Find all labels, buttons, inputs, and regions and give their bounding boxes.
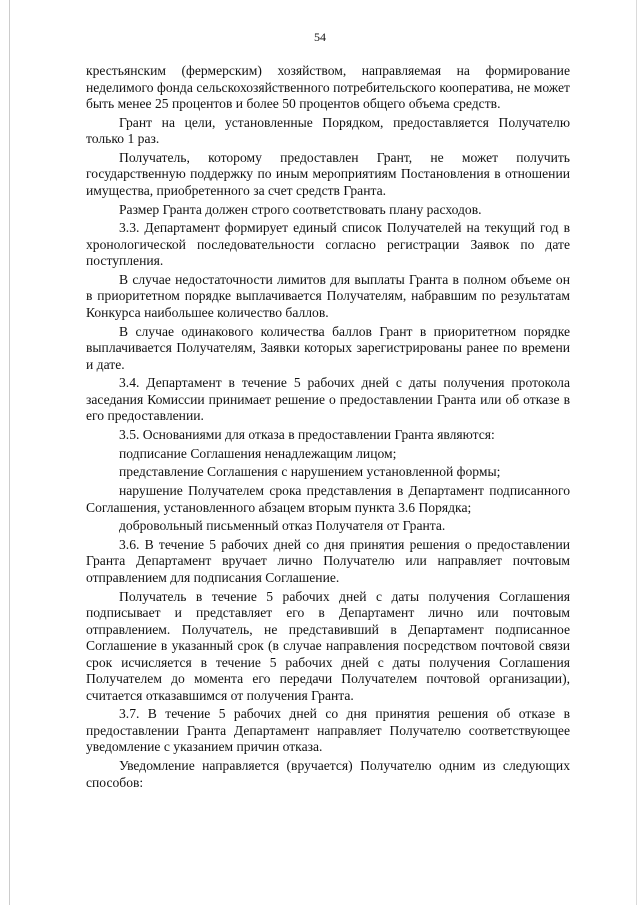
paragraph: добровольный письменный отказ Получателя от Гранта. <box>119 518 446 534</box>
paragraph: 3.4. Департамент в течение 5 рабочих дней с даты получения протокола заседания Комиссии принимает решение о предоставлении Гранта или об отказе в его предоставлении. <box>86 375 570 424</box>
paragraph: Размер Гранта должен строго соответствовать плану расходов. <box>119 201 482 217</box>
body-text <box>86 63 570 793</box>
paragraph: Получатель, которому предоставлен Грант, не может получить государственную поддержку по иным мероприятиям Постановления в отношении имущества, приобретенного за счет средств Гранта. <box>86 149 570 198</box>
paragraph: представление Соглашения с нарушением установленной формы; <box>119 464 501 480</box>
page-number: 54 <box>314 30 326 44</box>
paragraph: 3.7. В течение 5 рабочих дней со дня принятия решения об отказе в предоставлении Гранта Департамент направляет Получателю соответствующее уведомление с указанием причин отказа. <box>86 706 570 755</box>
scan-edge-right <box>636 0 637 905</box>
paragraph: нарушение Получателем срока представления в Департамент подписанного Соглашения, установленного абзацем вторым пункта 3.6 Порядка; <box>86 483 570 515</box>
paragraph: 3.5. Основаниями для отказа в предоставлении Гранта являются: <box>119 427 495 442</box>
paragraph: Уведомление направляется (вручается) Получателю одним из следующих способов: <box>86 758 570 790</box>
paragraph: Получатель в течение 5 рабочих дней с даты получения Соглашения подписывает и представляет его в Департамент лично или почтовым отправлением. Получатель, не представивший в Департамент подписанное Соглашение в указанный срок (в случае направления посредством почтовой связи срок исчисляется в течение 5 рабочих дней с даты получения Соглашения Получателем до момента его передачи Получателем почтовой организации), считается отказавшимся от получения Гранта. <box>86 588 570 703</box>
paragraph: Грант на цели, установленные Порядком, предоставляется Получателю только 1 раз. <box>86 114 570 147</box>
paragraph: 3.6. В течение 5 рабочих дней со дня принятия решения о предоставлении Гранта Департамент вручает лично Получателю или направляет почтовым отправлением для подписания Соглашение. <box>86 536 570 585</box>
paragraph: В случае недостаточности лимитов для выплаты Гранта в полном объеме он в приоритетном порядке выплачивается Получателям, набравшим по результатам Конкурса наибольшее количество баллов. <box>86 271 570 320</box>
paragraph: В случае одинакового количества баллов Грант в приоритетном порядке выплачивается Получателям, Заявки которых зарегистрированы ранее по времени и дате. <box>86 323 570 372</box>
paragraph: 3.3. Департамент формирует единый список Получателей на текущий год в хронологической последовательности согласно регистрации Заявок по дате поступления. <box>86 220 570 269</box>
paragraph: крестьянским (фермерским) хозяйством, направляемая на формирование неделимого фонда сельскохозяйственного потребительского кооператива, не может быть менее 25 процентов и более 50 процентов общего объема средств. <box>86 63 570 111</box>
paragraph: подписание Соглашения ненадлежащим лицом; <box>119 445 397 461</box>
scan-edge-left <box>9 0 10 905</box>
